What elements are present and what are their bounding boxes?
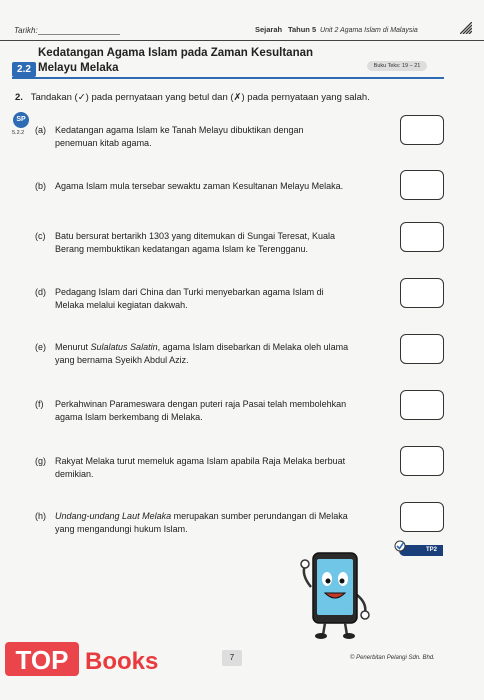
check-icon xyxy=(394,540,406,552)
tarikh-line xyxy=(38,34,120,35)
item-text-line1: Rakyat Melaka turut memeluk agama Islam apabila Raja Melaka berbuat xyxy=(55,456,346,466)
item-label: (f) xyxy=(35,399,44,409)
phone-mascot-illustration xyxy=(295,545,375,640)
item-text-line2: penemuan kitab agama. xyxy=(55,138,152,148)
item-text-line1: Pedagang Islam dari China dan Turki menyebarkan agama Islam di xyxy=(55,287,324,297)
answer-box-d[interactable] xyxy=(400,278,444,308)
instruction-text: Tandakan (✓) pada pernyataan yang betul dan (✗) pada pernyataan yang salah. xyxy=(30,92,370,103)
question-instruction xyxy=(15,92,370,103)
item-text-line2: Melaka melalui kegiatan dakwah. xyxy=(55,300,188,310)
logo-books-text: Books xyxy=(85,648,159,675)
section-title xyxy=(38,46,338,76)
tp2-badge: TP2 xyxy=(399,545,443,556)
item-text-line1: Menurut Sulalatus Salatin, agama Islam disebarkan di Melaka oleh ulama xyxy=(55,342,349,352)
subject-label: Sejarah xyxy=(255,25,283,34)
item-label: (d) xyxy=(35,287,46,297)
answer-box-g[interactable] xyxy=(400,446,444,476)
item-label: (b) xyxy=(35,181,46,191)
sp-badge: SP xyxy=(13,112,29,128)
header-subject-info xyxy=(255,25,418,34)
item-label: (h) xyxy=(35,511,46,521)
section-title-line1: Kedatangan Agama Islam pada Zaman Kesultanan xyxy=(38,47,314,59)
section-title-line2: Melayu Melaka xyxy=(38,62,119,74)
tahun-label: Tahun 5 xyxy=(287,25,317,34)
buku-teks-badge: Buku Teks: 19 – 21 xyxy=(367,61,427,71)
stripes-icon xyxy=(460,22,472,34)
item-text-line2: Berang membuktikan kedatangan agama Islam ke Terengganu. xyxy=(55,244,308,254)
section-underline xyxy=(12,77,444,79)
item-label: (a) xyxy=(35,125,46,135)
item-text-line2: yang bernama Syeikh Abdul Aziz. xyxy=(55,355,189,365)
question-number: 2. xyxy=(15,92,23,103)
publisher-credit: © Penerbitan Pelangi Sdn. Bhd. xyxy=(350,655,435,661)
item-text-line1: Batu bersurat bertarikh 1303 yang ditemukan di Sungai Teresat, Kuala xyxy=(55,231,336,241)
item-text-line1: Undang-undang Laut Melaka merupakan sumber perundangan di Melaka xyxy=(55,511,348,521)
tarikh-label: Tarikh: xyxy=(14,26,38,35)
sp-code: 5.2.2 xyxy=(12,130,25,136)
item-label: (c) xyxy=(35,231,46,241)
item-text-line2: agama Islam berkembang di Melaka. xyxy=(55,412,203,422)
section-number-badge: 2.2 xyxy=(12,62,36,77)
answer-box-h[interactable] xyxy=(400,502,444,532)
item-label: (e) xyxy=(35,342,46,352)
answer-box-e[interactable] xyxy=(400,334,444,364)
answer-box-b[interactable] xyxy=(400,170,444,200)
item-text-line2: yang mengandungi hukum Islam. xyxy=(55,524,188,534)
item-text-line1: Agama Islam mula tersebar sewaktu zaman Kesultanan Melayu Melaka. xyxy=(55,181,344,191)
answer-box-a[interactable] xyxy=(400,115,444,145)
header-divider xyxy=(0,40,484,41)
item-text-line2: demikian. xyxy=(55,469,94,479)
item-label: (g) xyxy=(35,456,46,466)
topbooks-logo xyxy=(5,640,185,680)
item-text-line1: Perkahwinan Parameswara dengan puteri raja Pasai telah membolehkan xyxy=(55,399,347,409)
logo-top-text: TOP xyxy=(15,645,69,675)
unit-label: Unit 2 Agama Islam di Malaysia xyxy=(320,27,418,34)
answer-box-f[interactable] xyxy=(400,390,444,420)
page-number: 7 xyxy=(222,650,242,666)
answer-box-c[interactable] xyxy=(400,222,444,252)
item-text-line1: Kedatangan agama Islam ke Tanah Melayu dibuktikan dengan xyxy=(55,125,304,135)
